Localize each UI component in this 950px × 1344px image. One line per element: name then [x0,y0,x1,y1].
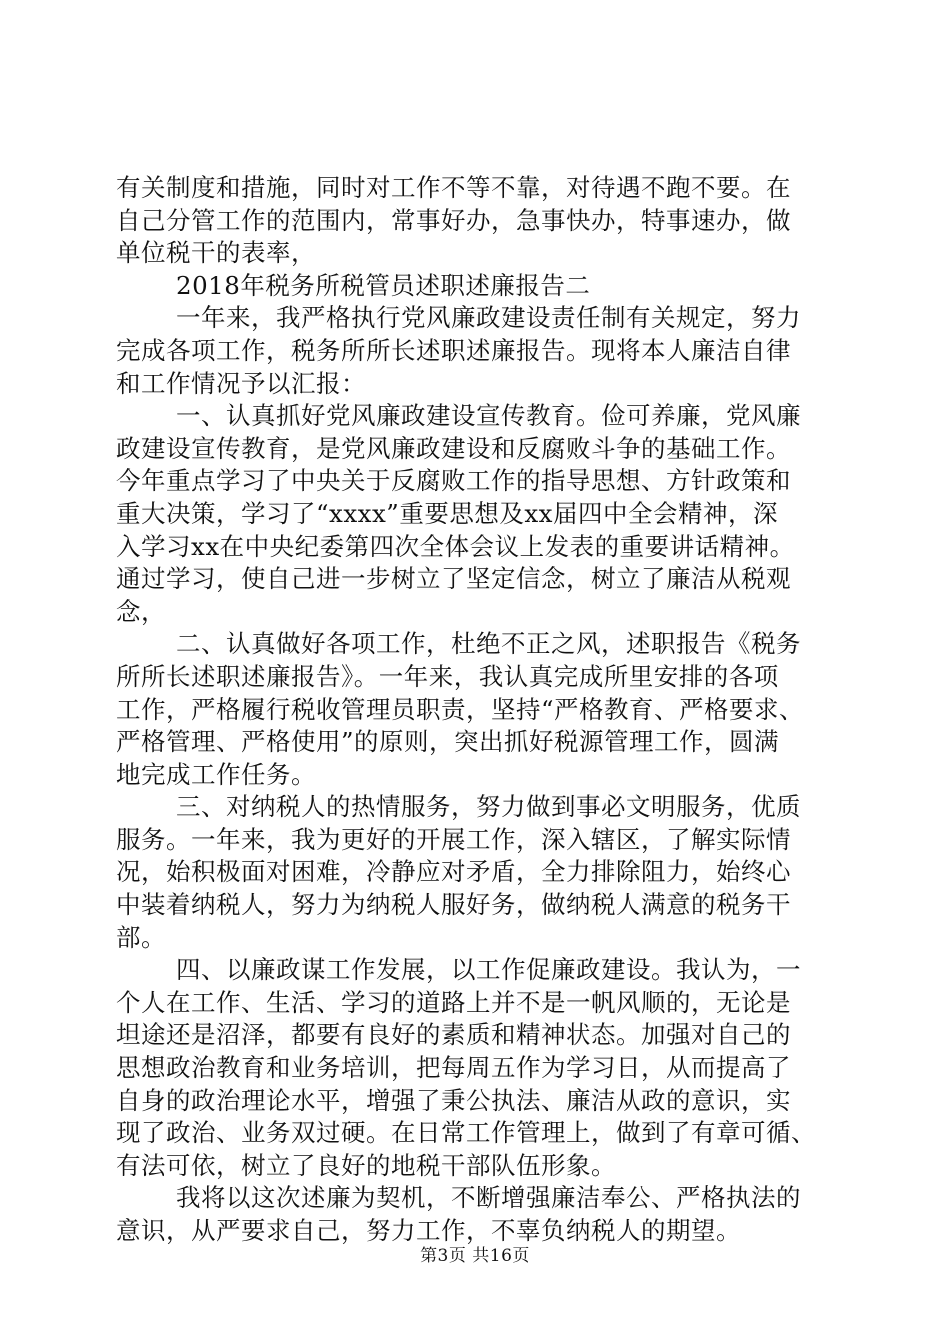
document-body [116,172,850,1248]
text-line: 中装着纳税人，努力为纳税人服好务，做纳税人满意的税务干 [116,890,791,920]
text-line: 重大决策，学习了“xxxx”重要思想及xx届四中全会精神，深 [116,498,778,528]
text-line: 政建设宣传教育，是党风廉政建设和反腐败斗争的基础工作。 [116,433,791,463]
text-line: 个人在工作、生活、学习的道路上并不是一帆风顺的，无论是 [116,987,791,1017]
text-line: 有关制度和措施，同时对工作不等不靠，对待遇不跑不要。在 [116,173,791,202]
text-line: 一年来，我严格执行党风廉政建设责任制有关规定，努力 [176,303,801,333]
text-line: 入学习xx在中央纪委第四次全体会议上发表的重要讲话精神。 [116,531,795,561]
text-line: 坦途还是沼泽，都要有良好的素质和精神状态。加强对自己的 [116,1020,791,1050]
text-line: 三、对纳税人的热情服务，努力做到事必文明服务，优质 [176,792,801,822]
text-line: 自身的政治理论水平，增强了秉公执法、廉洁从政的意识，实 [116,1085,791,1115]
text-line: 2018年税务所税管员述职述廉报告二 [176,270,591,300]
text-line: 今年重点学习了中央关于反腐败工作的指导思想、方针政策和 [116,466,791,496]
text-line: 通过学习，使自己进一步树立了坚定信念，树立了廉洁从税观 [116,564,791,594]
text-line: 完成各项工作，税务所所长述职述廉报告。现将本人廉洁自律 [116,335,791,365]
page-footer: 第3页 共16页 [420,1246,530,1266]
text-line: 严格管理、严格使用”的原则，突出抓好税源管理工作，圆满 [116,727,780,757]
text-line: 工作，严格履行税收管理员职责，坚持“严格教育、严格要求、 [116,694,805,724]
text-line: 地完成工作任务。 [116,759,316,789]
text-line: 自己分管工作的范围内，常事好办，急事快办，特事速办，做 [116,205,791,235]
text-line: 部。 [116,922,166,952]
text-line: 二、认真做好各项工作，杜绝不正之风，述职报告《税务 [176,629,801,659]
text-line: 有法可依，树立了良好的地税干部队伍形象。 [116,1150,616,1180]
text-line: 单位税干的表率， [116,238,316,268]
text-line: 服务。一年来，我为更好的开展工作，深入辖区，了解实际情 [116,824,791,854]
text-line: 思想政治教育和业务培训，把每周五作为学习日，从而提高了 [116,1053,791,1083]
text-line: 四、以廉政谋工作发展，以工作促廉政建设。我认为，一 [176,955,801,985]
text-line: 况，始积极面对困难，冷静应对矛盾，全力排除阻力，始终心 [116,857,791,887]
text-line: 和工作情况予以汇报： [116,368,366,398]
text-line: 所所长述职述廉报告》。一年来，我认真完成所里安排的各项 [116,661,779,691]
text-line: 一、认真抓好党风廉政建设宣传教育。俭可养廉，党风廉 [176,401,801,431]
text-line: 我将以这次述廉为契机，不断增强廉洁奉公、严格执法的 [176,1183,801,1213]
text-line: 现了政治、业务双过硬。在日常工作管理上，做到了有章可循、 [116,1118,816,1148]
text-line: 念， [116,596,166,626]
text-line: 意识，从严要求自己，努力工作，不辜负纳税人的期望。 [116,1216,741,1245]
